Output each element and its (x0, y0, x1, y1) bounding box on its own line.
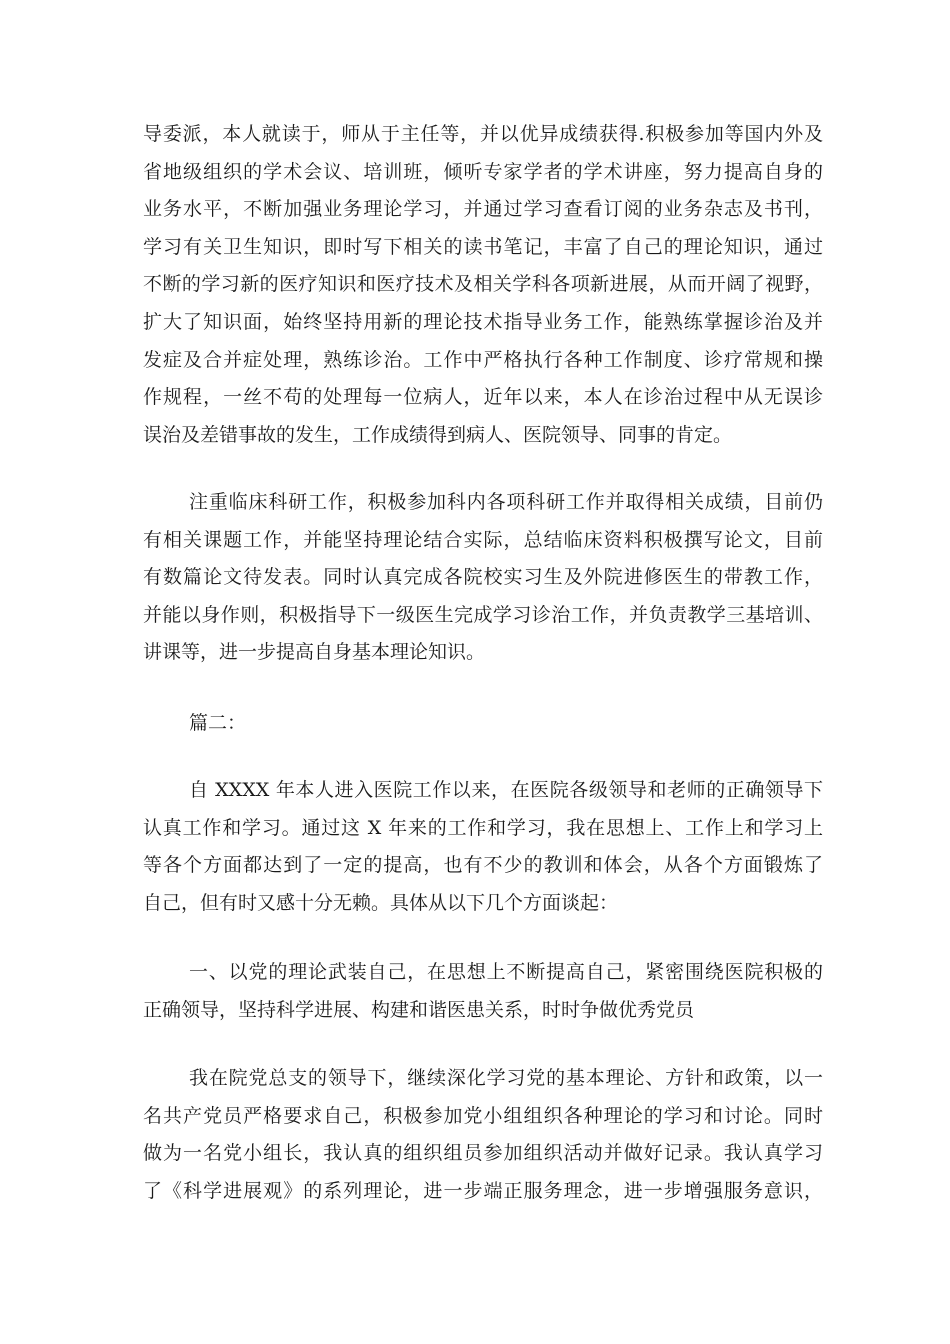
text-line: 正确领导，坚持科学进展、构建和谐医患关系，时时争做优秀党员 (143, 998, 695, 1021)
paragraph-4 (143, 954, 823, 1029)
text-line: 省地级组织的学术会议、培训班，倾听专家学者的学术讲座，努力提高自身的 (143, 160, 823, 183)
text-line: 一、以党的理论武装自己，在思想上不断提高自己，紧密围绕医院积极的 (189, 961, 823, 983)
text-line: 有相关课题工作，并能坚持理论结合实际，总结临床资料积极撰写论文，目前 (143, 528, 823, 551)
section-heading (143, 705, 823, 743)
paragraph-2 (143, 484, 823, 672)
text-line: 认真工作和学习。通过这 X 年来的工作和学习，我在思想上、工作上和学习上 (143, 816, 823, 839)
text-line: 自己，但有时又感十分无赖。具体从以下几个方面谈起： (143, 891, 619, 914)
text-line: 作规程，一丝不苟的处理每一位病人，近年以来，本人在诊治过程中从无误诊 (143, 386, 823, 409)
paragraph-3 (143, 772, 823, 922)
text-line: 导委派，本人就读于，师从于主任等，并以优异成绩获得.积极参加等国内外及 (143, 123, 823, 145)
text-line: 不断的学习新的医疗知识和医疗技术及相关学科各项新进展，从而开阔了视野， (143, 273, 823, 296)
paragraph-5 (143, 1060, 823, 1210)
text-line: 等各个方面都达到了一定的提高，也有不少的教训和体会，从各个方面锻炼了 (143, 854, 823, 877)
text-line: 学习有关卫生知识，即时写下相关的读书笔记，丰富了自己的理论知识，通过 (143, 235, 823, 258)
text-line: 了《科学进展观》的系列理论，进一步端正服务理念，进一步增强服务意识， (143, 1179, 823, 1202)
text-line: 业务水平，不断加强业务理论学习，并通过学习查看订阅的业务杂志及书刊， (143, 198, 823, 221)
text-line: 讲课等，进一步提高自身基本理论知识。 (143, 641, 486, 664)
text-line: 做为一名党小组长，我认真的组织组员参加组织活动并做好记录。我认真学习 (143, 1142, 823, 1165)
text-line: 注重临床科研工作，积极参加科内各项科研工作并取得相关成绩，目前仍 (189, 491, 823, 513)
heading-text: 篇二： (189, 712, 247, 734)
text-line: 有数篇论文待发表。同时认真完成各院校实习生及外院进修医生的带教工作， (143, 566, 823, 589)
text-line: 名共产党员严格要求自己，积极参加党小组组织各种理论的学习和讨论。同时 (143, 1104, 823, 1127)
text-line: 发症及合并症处理，熟练诊治。工作中严格执行各种工作制度、诊疗常规和操 (143, 348, 823, 371)
text-line: 误治及差错事故的发生，工作成绩得到病人、医院领导、同事的肯定。 (143, 423, 733, 446)
text-line: 并能以身作则，积极指导下一级医生完成学习诊治工作，并负责教学三基培训、 (143, 603, 823, 626)
text-line: 扩大了知识面，始终坚持用新的理论技术指导业务工作，能熟练掌握诊治及并 (143, 310, 823, 333)
text-line: 自 XXXX 年本人进入医院工作以来，在医院各级领导和老师的正确领导下 (189, 779, 823, 801)
paragraph-1 (143, 116, 823, 454)
text-line: 我在院党总支的领导下，继续深化学习党的基本理论、方针和政策，以一 (189, 1067, 823, 1089)
